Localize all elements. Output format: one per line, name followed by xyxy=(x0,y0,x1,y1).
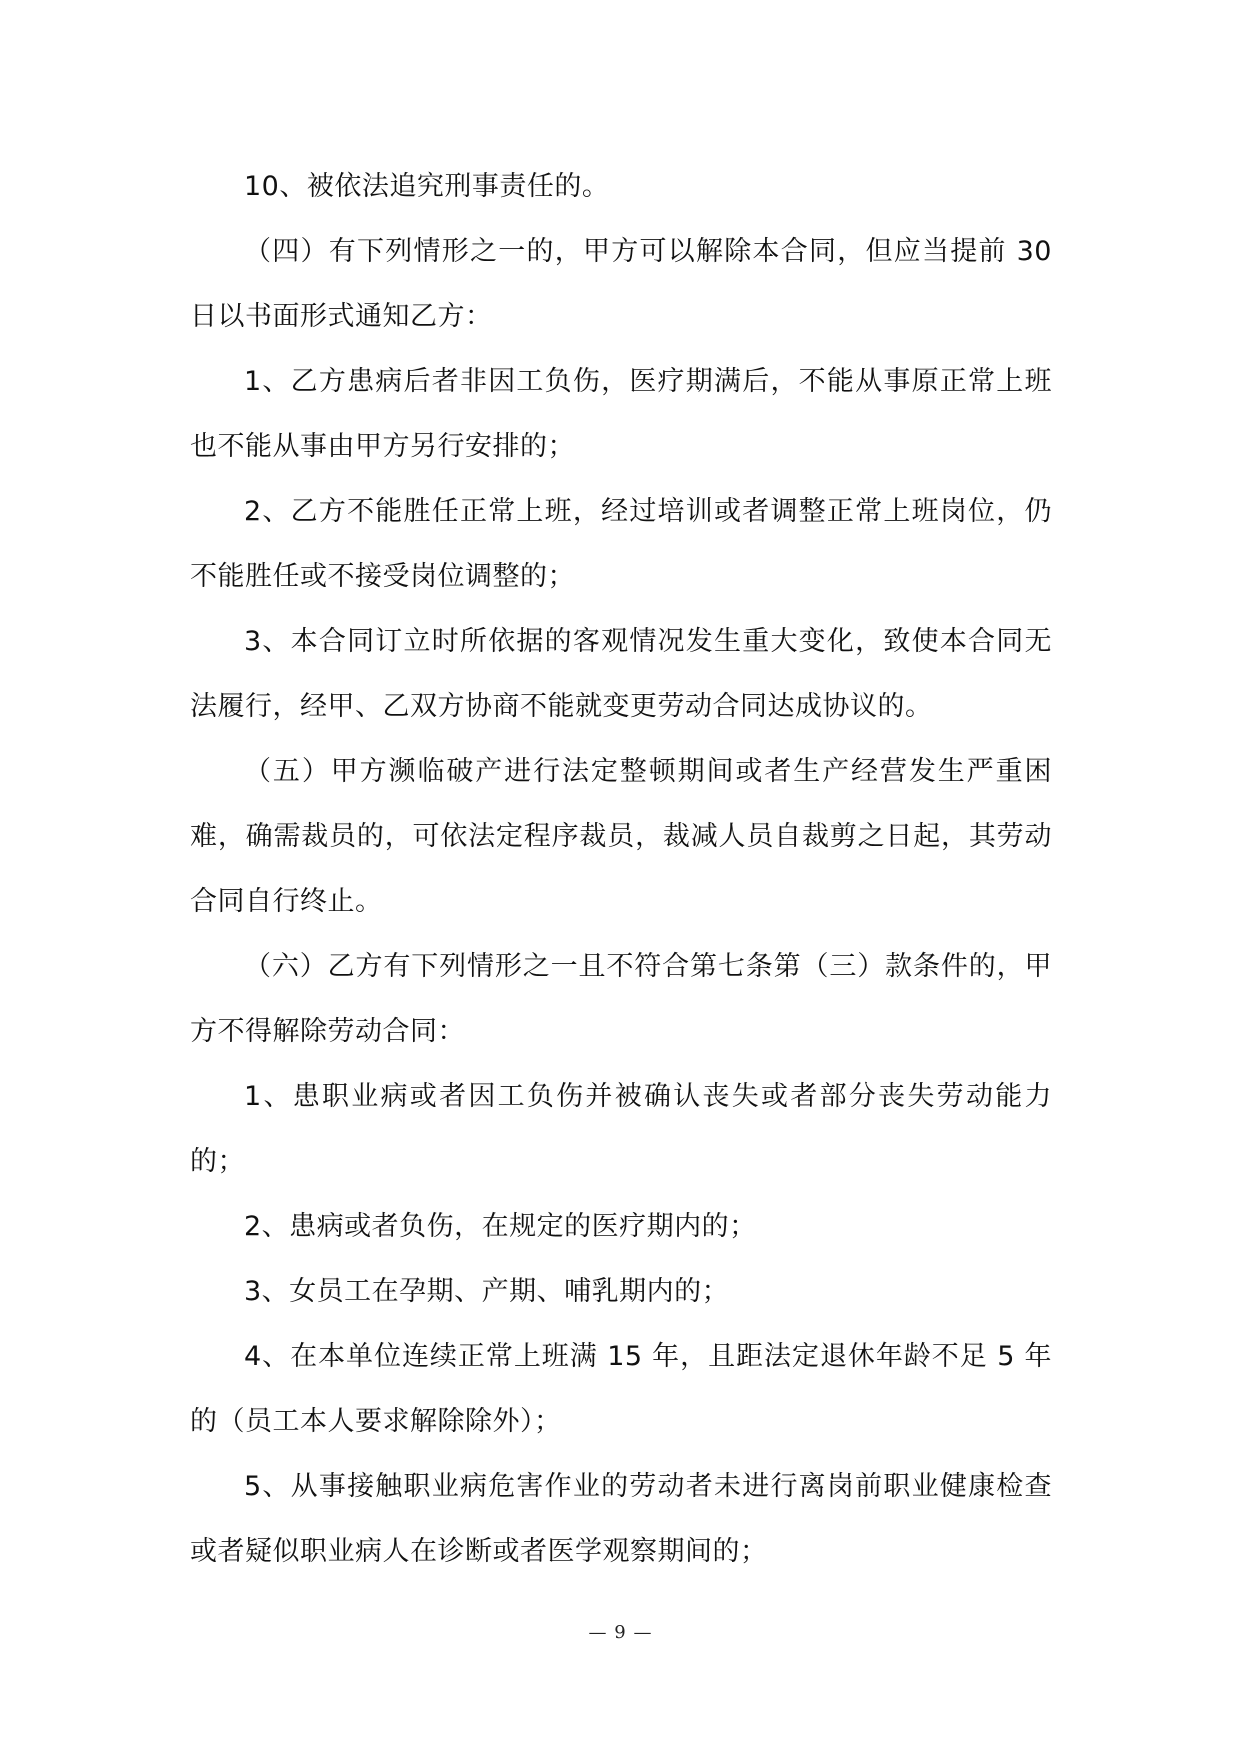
section-four-heading: （四）有下列情形之一的，甲方可以解除本合同，但应当提前 30 日以书面形式通知乙方： xyxy=(190,236,1052,332)
body-text xyxy=(190,154,1052,1584)
clause-10-criminal-liability: 10、被依法追究刑事责任的。 xyxy=(244,171,610,202)
section-six-heading: （六）乙方有下列情形之一且不符合第七条第（三）款条件的，甲方不得解除劳动合同： xyxy=(190,951,1052,1047)
section-four-item-1: 1、乙方患病后者非因工负伤，医疗期满后，不能从事原正常上班也不能从事由甲方另行安排的； xyxy=(190,366,1052,462)
section-six-item-3: 3、女员工在孕期、产期、哺乳期内的； xyxy=(244,1276,730,1307)
section-six-item-2: 2、患病或者负伤，在规定的医疗期内的； xyxy=(244,1211,757,1242)
section-six-item-5: 5、从事接触职业病危害作业的劳动者未进行离岗前职业健康检查或者疑似职业病人在诊断或者医学观察期间的； xyxy=(190,1471,1052,1567)
section-six-item-1: 1、患职业病或者因工负伤并被确认丧失或者部分丧失劳动能力的； xyxy=(190,1081,1052,1177)
page-number: — 9 — xyxy=(588,1622,653,1643)
section-five: （五）甲方濒临破产进行法定整顿期间或者生产经营发生严重困难，确需裁员的，可依法定程序裁员，裁减人员自裁剪之日起，其劳动合同自行终止。 xyxy=(190,756,1052,917)
section-four-item-2: 2、乙方不能胜任正常上班，经过培训或者调整正常上班岗位，仍不能胜任或不接受岗位调整的； xyxy=(190,496,1052,592)
section-four-item-3: 3、本合同订立时所依据的客观情况发生重大变化，致使本合同无法履行，经甲、乙双方协商不能就变更劳动合同达成协议的。 xyxy=(190,626,1052,722)
section-six-item-4: 4、在本单位连续正常上班满 15 年，且距法定退休年龄不足 5 年的（员工本人要求解除除外）； xyxy=(190,1341,1052,1437)
